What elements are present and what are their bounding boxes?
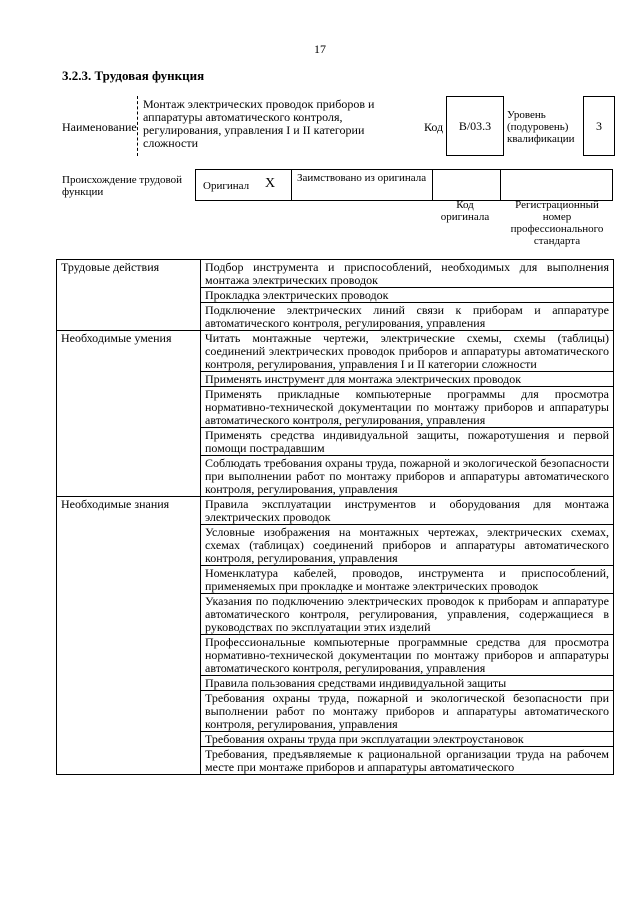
table-cell: Применять инструмент для монтажа электрических проводок xyxy=(201,372,614,387)
table-cell: Условные изображения на монтажных чертежах, электрических схемах, схемах (таблицах) соединений приборов и аппаратуры автоматического контроля, регулирования, управления xyxy=(201,525,614,566)
code-value: B/03.3 xyxy=(446,96,504,156)
borrowed-label: Заимствовано из оригинала xyxy=(297,172,427,184)
table-cell: Соблюдать требования охраны труда, пожарной и экологической безопасности при выполнении работ по монтажу приборов и аппаратуры автоматического контроля, регулирования, управления xyxy=(201,456,614,497)
table-cell: Правила пользования средствами индивидуальной защиты xyxy=(201,676,614,691)
name-label: Наименование xyxy=(62,120,137,134)
table-cell: Применять средства индивидуальной защиты, пожаротушения и первой помощи пострадавшим xyxy=(201,428,614,456)
table-cell: Требования, предъявляемые к рациональной организации труда на рабочем месте при монтаже приборов и аппаратуры автоматического xyxy=(201,747,614,775)
function-name-value: Монтаж электрических проводок приборов и аппаратуры автоматического контроля, регулирования, управления I и II категории сложности xyxy=(137,96,415,156)
table-cell: Подключение электрических линий связи к приборам и аппаратуре автоматического контроля, регулирования, управления xyxy=(201,303,614,331)
category-cell: Необходимые умения xyxy=(57,331,201,497)
level-label: Уровень (подуровень) квалификации xyxy=(507,109,575,145)
function-table xyxy=(56,259,614,775)
original-label: Оригинал xyxy=(203,180,250,192)
table-cell: Прокладка электрических проводок xyxy=(201,288,614,303)
category-cell: Необходимые знания xyxy=(57,497,201,775)
table-cell: Профессиональные компьютерные программные средства для просмотра нормативно-технической документации по монтажу приборов и аппаратуры автоматического контроля, регулирования, управления xyxy=(201,635,614,676)
table-cell: Правила эксплуатации инструментов и оборудования для монтажа электрических проводок xyxy=(201,497,614,525)
page-number: 17 xyxy=(314,42,326,56)
table-row xyxy=(57,260,614,288)
table-cell: Номенклатура кабелей, проводов, инструмента и приспособлений, применяемых при прокладке и монтаже электрических проводок xyxy=(201,566,614,594)
table-cell: Требования охраны труда при эксплуатации электроустановок xyxy=(201,732,614,747)
code-label: Код xyxy=(424,120,444,134)
origin-label: Происхождение трудовой функции xyxy=(62,174,183,198)
original-mark: X xyxy=(265,176,276,191)
table-cell: Подбор инструмента и приспособлений, необходимых для выполнения монтажа электрических проводок xyxy=(201,260,614,288)
registration-number-label: Регистрационный номер профессионального стандарта xyxy=(510,199,604,247)
code-original-label: Код оригинала xyxy=(440,199,490,223)
table-cell: Читать монтажные чертежи, электрические схемы, схемы (таблицы) соединений электрических проводок приборов и аппаратуры автоматического контроля, регулирования, управления I и II категории сложности xyxy=(201,331,614,372)
level-value: 3 xyxy=(583,96,615,156)
table-row xyxy=(57,331,614,372)
category-cell: Трудовые действия xyxy=(57,260,201,331)
table-row xyxy=(57,497,614,525)
section-title: 3.2.3. Трудовая функция xyxy=(62,68,205,83)
table-cell: Требования охраны труда, пожарной и экологической безопасности при выполнении работ по монтажу приборов и аппаратуры автоматического контроля, регулирования, управления xyxy=(201,691,614,732)
table-cell: Применять прикладные компьютерные программы для просмотра нормативно-технической документации по монтажу приборов и аппаратуры автоматического контроля, регулирования, управления xyxy=(201,387,614,428)
table-cell: Указания по подключению электрических проводок к приборам и аппаратуре автоматического контроля, регулирования, управления, содержащиеся в руководствах по эксплуатации этих изделий xyxy=(201,594,614,635)
